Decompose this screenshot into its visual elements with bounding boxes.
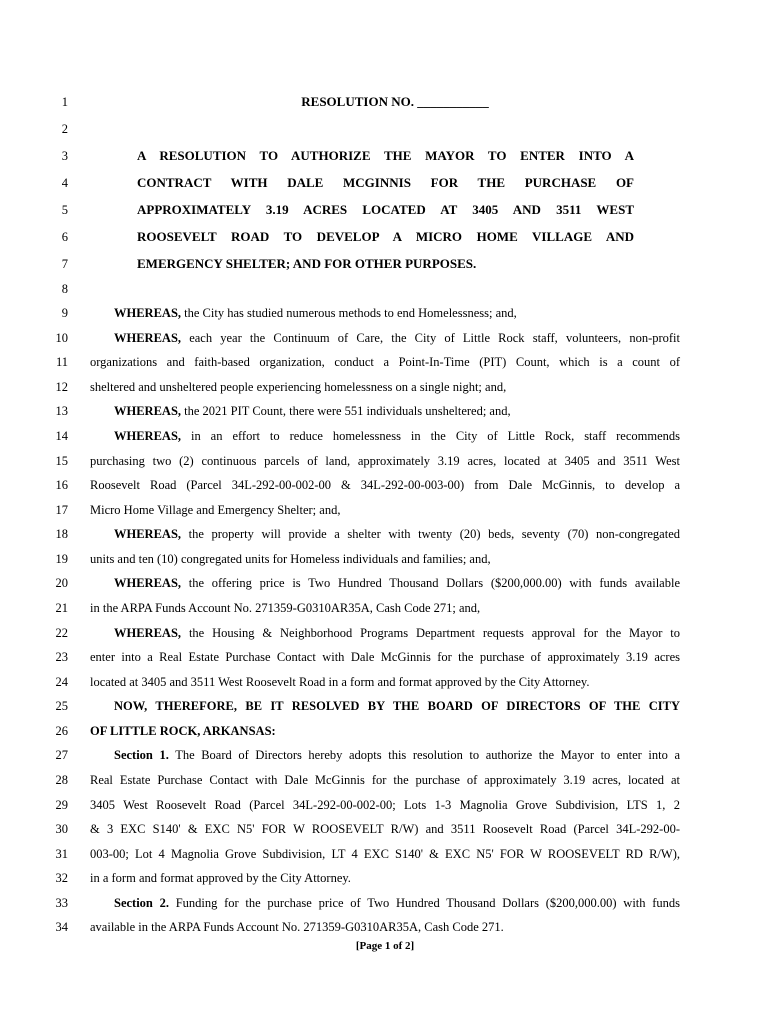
body-text: enter into a Real Estate Purchase Contact with Dale McGinnis for the purchase of approximately 3.19 acres: [90, 650, 680, 664]
resolved-clause: NOW, THEREFORE, BE IT RESOLVED BY THE BOARD OF DIRECTORS OF THE CITY: [114, 699, 680, 713]
line-number: 22: [55, 626, 68, 640]
body-text: 3405 West Roosevelt Road (Parcel 34L-292-00-002-00; Lots 1-3 Magnolia Grove Subdivision, LTS 1, 2: [90, 798, 680, 812]
body-line: [0, 891, 770, 915]
section-label: Section 2.: [114, 896, 169, 910]
body-text: [114, 743, 680, 767]
body-line: [0, 596, 770, 620]
body-text: available in the ARPA Funds Account No. 271359-G0310AR35A, Cash Code 271.: [90, 920, 504, 934]
heading-text: APPROXIMATELY 3.19 ACRES LOCATED AT 3405 AND 3511 WEST: [137, 202, 634, 217]
body-line: [0, 399, 770, 423]
body-text: in a form and format approved by the City Attorney.: [90, 871, 351, 885]
line-number: 14: [55, 429, 68, 443]
line-number: 23: [55, 650, 68, 664]
body-line: [0, 670, 770, 694]
body-line: [0, 375, 770, 399]
clause-text: in an effort to reduce homelessness in the City of Little Rock, staff recommends: [191, 429, 681, 443]
line-number: 28: [55, 773, 68, 787]
body-text: purchasing two (2) continuous parcels of land, approximately 3.19 acres, located at 3405 and 3511 West: [90, 454, 680, 468]
body-line: [0, 915, 770, 939]
line-number: 33: [55, 896, 68, 910]
body-line: [0, 473, 770, 497]
clause-text: The Board of Directors hereby adopts this resolution to authorize the Mayor to enter into a: [175, 748, 680, 762]
body-text: [114, 621, 680, 645]
body-line: [0, 768, 770, 792]
clause-text: the Housing & Neighborhood Programs Department requests approval for the Mayor to: [188, 626, 681, 640]
clause-text: the offering price is Two Hundred Thousand Dollars ($200,000.00) with funds available: [188, 576, 680, 590]
line-number: 30: [55, 822, 68, 836]
line-number: 19: [55, 552, 68, 566]
body-text: [114, 571, 680, 595]
line-number: 21: [55, 601, 68, 615]
body-line: [0, 842, 770, 866]
body-line: [0, 621, 770, 645]
body-text: located at 3405 and 3511 West Roosevelt Road in a form and format approved by the City Attorney.: [90, 675, 590, 689]
body-text: & 3 EXC S140' & EXC N5' FOR W ROOSEVELT R/W) and 3511 Roosevelt Road (Parcel 34L-292-00-: [90, 822, 680, 836]
clause-text: the property will provide a shelter with twenty (20) beds, seventy (70) non-congregated: [188, 527, 680, 541]
line-number: 17: [55, 503, 68, 517]
whereas-label: WHEREAS,: [114, 429, 182, 443]
line-number: 16: [55, 478, 68, 492]
line-number-row: [0, 277, 770, 301]
heading-line: [0, 171, 770, 195]
body-text: [114, 326, 680, 350]
clause-text: the City has studied numerous methods to end Homelessness; and,: [184, 306, 517, 320]
heading-line: [0, 198, 770, 222]
line-number: 32: [55, 871, 68, 885]
heading-line: [0, 144, 770, 168]
resolution-title-line: [0, 90, 770, 114]
body-line: [0, 571, 770, 595]
line-number: 9: [61, 306, 68, 320]
body-line: [0, 326, 770, 350]
line-number: 1: [61, 95, 68, 109]
line-number: 6: [61, 230, 68, 244]
line-number: 24: [55, 675, 68, 689]
line-number: 18: [55, 527, 68, 541]
whereas-label: WHEREAS,: [114, 404, 182, 418]
heading-text: A RESOLUTION TO AUTHORIZE THE MAYOR TO ENTER INTO A: [137, 148, 634, 163]
resolved-clause: OF LITTLE ROCK, ARKANSAS:: [90, 724, 276, 738]
section-label: Section 1.: [114, 748, 169, 762]
body-line: [0, 817, 770, 841]
line-number: 29: [55, 798, 68, 812]
line-number: 3: [61, 149, 68, 163]
body-line: [0, 449, 770, 473]
body-text: Micro Home Village and Emergency Shelter; and,: [90, 503, 341, 517]
heading-text: ROOSEVELT ROAD TO DEVELOP A MICRO HOME VILLAGE AND: [137, 229, 634, 244]
body-line: [0, 645, 770, 669]
resolution-title: RESOLUTION NO. ___________: [301, 94, 489, 109]
body-line: [0, 743, 770, 767]
body-text: Roosevelt Road (Parcel 34L-292-00-002-00 & 34L-292-00-003-00) from Dale McGinnis, to develop a: [90, 478, 680, 492]
whereas-label: WHEREAS,: [114, 527, 182, 541]
body-text: [114, 891, 680, 915]
body-text: [114, 399, 511, 423]
line-number: 27: [55, 748, 68, 762]
body-line: [0, 866, 770, 890]
line-number: 20: [55, 576, 68, 590]
body-text: organizations and faith-based organization, conduct a Point-In-Time (PIT) Count, which is a count of: [90, 355, 680, 369]
heading-text: EMERGENCY SHELTER; AND FOR OTHER PURPOSES.: [137, 256, 477, 271]
body-text: 003-00; Lot 4 Magnolia Grove Subdivision, LT 4 EXC S140' & EXC N5' FOR W ROOSEVELT RD R/W),: [90, 847, 680, 861]
line-number: 15: [55, 454, 68, 468]
line-number: 26: [55, 724, 68, 738]
line-number: 34: [55, 920, 68, 934]
body-line: [0, 793, 770, 817]
line-number: 5: [61, 203, 68, 217]
whereas-label: WHEREAS,: [114, 331, 182, 345]
heading-line: [0, 225, 770, 249]
body-line: [0, 301, 770, 325]
whereas-label: WHEREAS,: [114, 626, 182, 640]
line-number: 10: [55, 331, 68, 345]
body-line: [0, 547, 770, 571]
whereas-label: WHEREAS,: [114, 306, 182, 320]
page-footer: [Page 1 of 2]: [355, 940, 415, 952]
body-text: [114, 424, 680, 448]
line-number: 8: [61, 282, 68, 296]
body-line: [0, 522, 770, 546]
body-text: sheltered and unsheltered people experiencing homelessness on a single night; and,: [90, 380, 507, 394]
line-number: 25: [55, 699, 68, 713]
clause-text: the 2021 PIT Count, there were 551 individuals unsheltered; and,: [184, 404, 511, 418]
line-number: 2: [61, 122, 68, 136]
body-line: [0, 719, 770, 743]
clause-text: each year the Continuum of Care, the City of Little Rock staff, volunteers, non-profit: [189, 331, 681, 345]
body-text: in the ARPA Funds Account No. 271359-G0310AR35A, Cash Code 271; and,: [90, 601, 481, 615]
clause-text: Funding for the purchase price of Two Hundred Thousand Dollars ($200,000.00) with funds: [175, 896, 681, 910]
line-number: 12: [55, 380, 68, 394]
body-line: [0, 694, 770, 718]
body-text: Real Estate Purchase Contact with Dale McGinnis for the purchase of approximately 3.19 acres, located at: [90, 773, 680, 787]
line-number: 7: [61, 257, 68, 271]
line-number: 11: [55, 355, 68, 369]
line-number-row: [0, 117, 770, 141]
heading-text: CONTRACT WITH DALE MCGINNIS FOR THE PURCHASE OF: [137, 175, 634, 190]
body-text: [114, 522, 680, 546]
line-number: 4: [61, 176, 68, 190]
body-text: units and ten (10) congregated units for Homeless individuals and families; and,: [90, 552, 491, 566]
body-line: [0, 350, 770, 374]
body-line: [0, 498, 770, 522]
line-number: 13: [55, 404, 68, 418]
body-text: [114, 301, 517, 325]
line-number: 31: [55, 847, 68, 861]
body-line: [0, 424, 770, 448]
heading-line: [0, 252, 770, 276]
whereas-label: WHEREAS,: [114, 576, 182, 590]
